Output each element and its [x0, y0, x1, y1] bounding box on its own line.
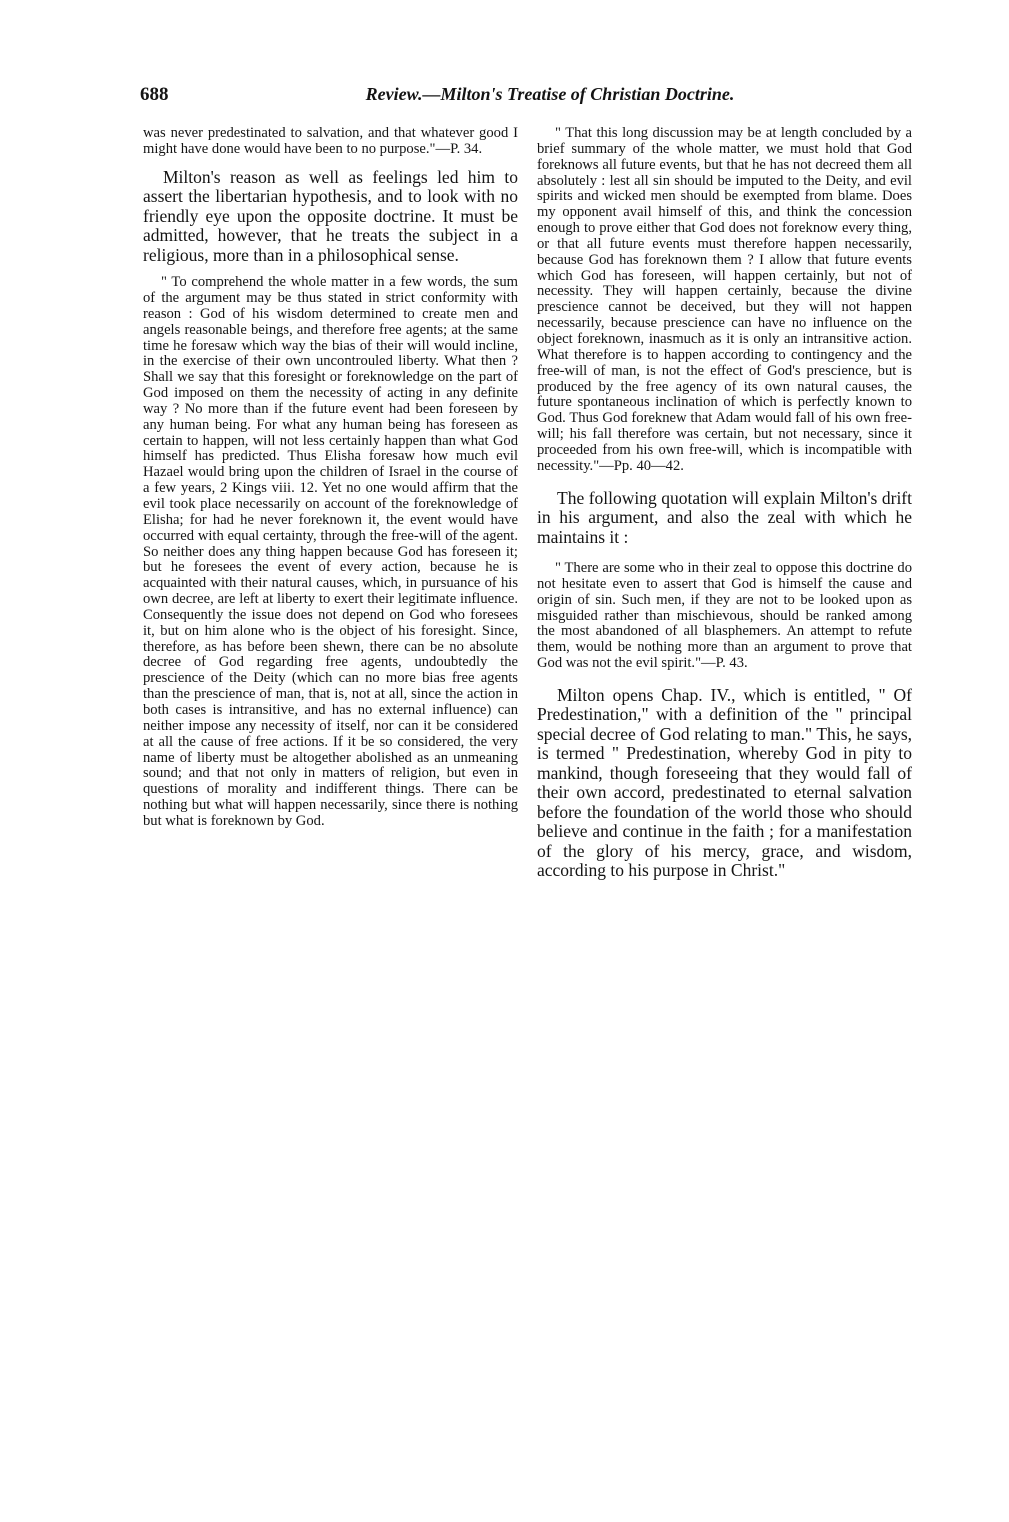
quote-cause-of-sin: " There are some who in their zeal to oppose this doctrine do not hesitate even to assert that God is himself the cause and origin of sin. Such men, if they are not to be looked upon as misguided rather than mischievous, should be ranked among the most abandoned of all blasphemers. An attempt to refute them, would be nothing more than an argument to prove that God was not the evil spirit."—P. 43.: [537, 560, 912, 672]
paragraph-predestination: Milton opens Chap. IV., which is entitled, " Of Predestination," with a definition of the " principal special decree of God relating to man." This, he says, is termed " Predestination, whereby God in pity to mankind, though foreseeing that they would fall of their own accord, predestinated to eternal salvation before the foundation of the world those who should believe and continue in the faith ; for a manifestation of the glory of his mercy, grace, and wisdom, according to his purpose in Christ.": [537, 684, 912, 881]
paragraph-milton-reason: Milton's reason as well as feelings led him to assert the libertarian hypothesis, and to look with no friendly eye upon the opposite doctrine. It must be admitted, however, that he treats the subject in a religious, more than in a philosophical sense.: [143, 166, 518, 265]
page-number: 688: [140, 84, 169, 105]
right-column: [537, 126, 912, 881]
quote-foreknowledge: " To comprehend the whole matter in a few words, the sum of the argument may be thus stated in strict conformity with reason : God of his wisdom determined to create men and angels reasonable beings, and therefore free agents; at the same time he foresaw which way the bias of their will would incline, in the exercise of their own uncontrouled liberty. What then ? Shall we say that this foresight or foreknowledge on the part of God imposed on them the necessity of acting in any definite way ? No more than if the future event had been foreseen by any human being. For what any human being has foreseen as certain to happen, will not less certainly happen than what God himself has predicted. Thus Elisha foresaw how much evil Hazael would bring upon the children of Israel in the course of a few years, 2 Kings viii. 12. Yet no one would affirm that the evil took place necessarily on account of the foreknowledge of Elisha; for had he never foreknown it, the event would have occurred with equal certainty, through the free-will of the agent. So neither does any thing happen because God has foreseen it; but he foresees the event of every action, because he is acquainted with their natural causes, which, in pursuance of his own decree, are left at liberty to exert their legitimate influence. Consequently the issue does not depend on God who foresees it, but on him alone who is the object of his foresight. Since, therefore, as has before been shewn, there can be no absolute decree of God regarding free agents, undoubtedly the prescience of the Deity (which can no more bias free agents than the prescience of man, that is, not at all, since the action in both cases is intransitive, and has no external influence) can neither impose any necessity of itself, nor can it be considered at all the cause of free actions. If it be so considered, the very name of liberty must be altogether abolished as an unmeaning sound; and that not only in matters of religion, but even in questions of morality and indifferent things. There can be nothing but what will happen necessarily, since there is nothing but what is foreknown by God.: [143, 274, 518, 829]
left-column: [143, 126, 518, 830]
quote-continuation: was never predestinated to salvation, and that whatever good I might have done would have been to no purpose."—P. 34.: [143, 125, 518, 157]
quote-summary: " That this long discussion may be at length concluded by a brief summary of the whole matter, we must hold that God foreknows all future events, but that he has not decreed them all absolutely : lest all sin should be imputed to the Deity, and evil spirits and wicked men should be exempted from blame. Does my opponent avail himself of this, and think the concession enough to prove either that God does not foreknow every thing, or that all future events must therefore happen necessarily, because God has foreknown them ? I allow that future events which God has foreseen, will happen certainly, but not of necessity. They will happen certainly, because the divine prescience cannot be deceived, but they will not happen necessarily, because prescience can have no influence on the object foreknown, inasmuch as it is only an intransitive action. What therefore is to happen according to contingency and the free-will of man, is not the effect of God's prescience, but is produced by the free agency of its own natural causes, the future spontaneous inclination of which is perfectly known to God. Thus God foreknew that Adam would fall of his own free-will; his fall therefore was certain, but not necessary, since it proceeded from his own free-will, which is incompatible with necessity."—Pp. 40—42.: [537, 125, 912, 474]
paragraph-following-quotation: The following quotation will explain Milton's drift in his argument, and also the zeal with which he maintains it :: [537, 487, 912, 547]
running-title: Review.—Milton's Treatise of Christian Doctrine.: [365, 84, 735, 104]
page-header: [140, 84, 900, 114]
